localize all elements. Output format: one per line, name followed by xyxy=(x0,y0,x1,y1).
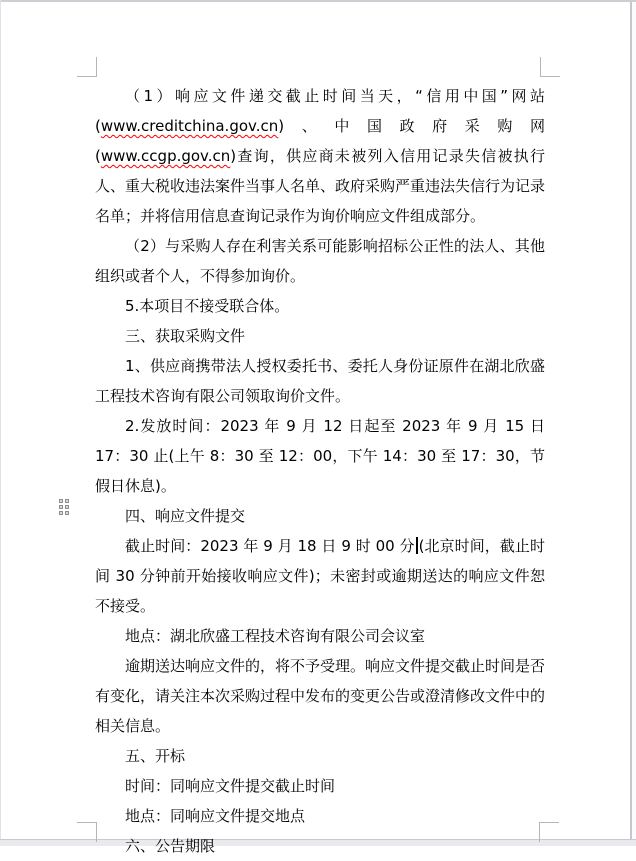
url-text: www.ccgp.gov.cn xyxy=(100,147,231,165)
text-run: 四、响应文件提交 xyxy=(125,507,246,525)
text-run: 1、供应商携带法人授权委托书、委托人身份证原件在湖北欣盛工程技术咨询有限公司领取询价文件。 xyxy=(95,357,545,405)
text-run: (北京时间，截止时间 30 分钟前开始接收响应文件)；未密封或逾期送达的响应文件恕不接受。 xyxy=(95,537,545,615)
paragraph xyxy=(95,801,545,831)
text-run: 截止时间：2023 年 9 月 18 日 9 时 00 分 xyxy=(125,537,415,555)
text-run: 三、获取采购文件 xyxy=(125,327,246,345)
paragraph xyxy=(95,291,545,321)
text-run: )查询，供应商未被列入信用记录失信被执行人、重大税收违法案件当事人名单、政府采购严重违法失信行为记录名单；并将信用信息查询记录作为询价响应文件组成部分。 xyxy=(95,147,546,225)
margin-mark-top-left-icon xyxy=(77,57,97,77)
window-top-border xyxy=(0,0,636,2)
margin-mark-bottom-left-icon xyxy=(77,822,97,842)
text-run: )、中国政府采购网( xyxy=(95,117,545,165)
text-run: 5.本项目不接受联合体。 xyxy=(125,297,290,315)
page-right-edge xyxy=(630,2,632,840)
paragraph xyxy=(95,771,545,801)
paragraph xyxy=(95,351,545,411)
text-run: 逾期送达响应文件的，将不予受理。响应文件提交截止时间是否有变化，请关注本次采购过程中发布的变更公告或澄清修改文件中的相关信息。 xyxy=(95,657,546,735)
text-run: 地点：同响应文件提交地点 xyxy=(125,807,306,825)
paragraph xyxy=(95,411,545,501)
margin-mark-top-right-icon xyxy=(540,57,560,77)
url-text: www.creditchina.gov.cn xyxy=(100,117,279,135)
paragraph xyxy=(95,621,545,651)
text-cursor xyxy=(416,537,418,554)
paragraph xyxy=(95,741,545,771)
paragraph xyxy=(95,81,545,231)
paragraph xyxy=(95,501,545,531)
text-run: 六、公告期限 xyxy=(125,837,216,855)
paragraph-drag-handle-icon[interactable] xyxy=(59,499,69,515)
document-text[interactable] xyxy=(95,81,545,861)
text-run: 五、开标 xyxy=(125,747,186,765)
text-run: 地点：湖北欣盛工程技术咨询有限公司会议室 xyxy=(125,627,426,645)
paragraph xyxy=(95,531,545,621)
paragraph xyxy=(95,231,545,291)
window-left-border xyxy=(0,0,1,840)
paragraph xyxy=(95,651,545,741)
text-run: （1）响应文件递交截止时间当天，“信用中国”网站( xyxy=(95,87,545,135)
paragraph xyxy=(95,321,545,351)
text-run: 时间：同响应文件提交截止时间 xyxy=(125,777,336,795)
paragraph xyxy=(95,831,545,861)
text-run: 2.发放时间：2023 年 9 月 12 日起至 2023 年 9 月 15 日 17：30 止(上午 8：30 至 12：00，下午 14：30 至 17：30，节假日休息)。 xyxy=(95,417,545,495)
page-right-gutter xyxy=(632,2,636,840)
text-run: （2）与采购人存在利害关系可能影响招标公正性的法人、其他组织或者个人，不得参加询价。 xyxy=(95,237,545,285)
